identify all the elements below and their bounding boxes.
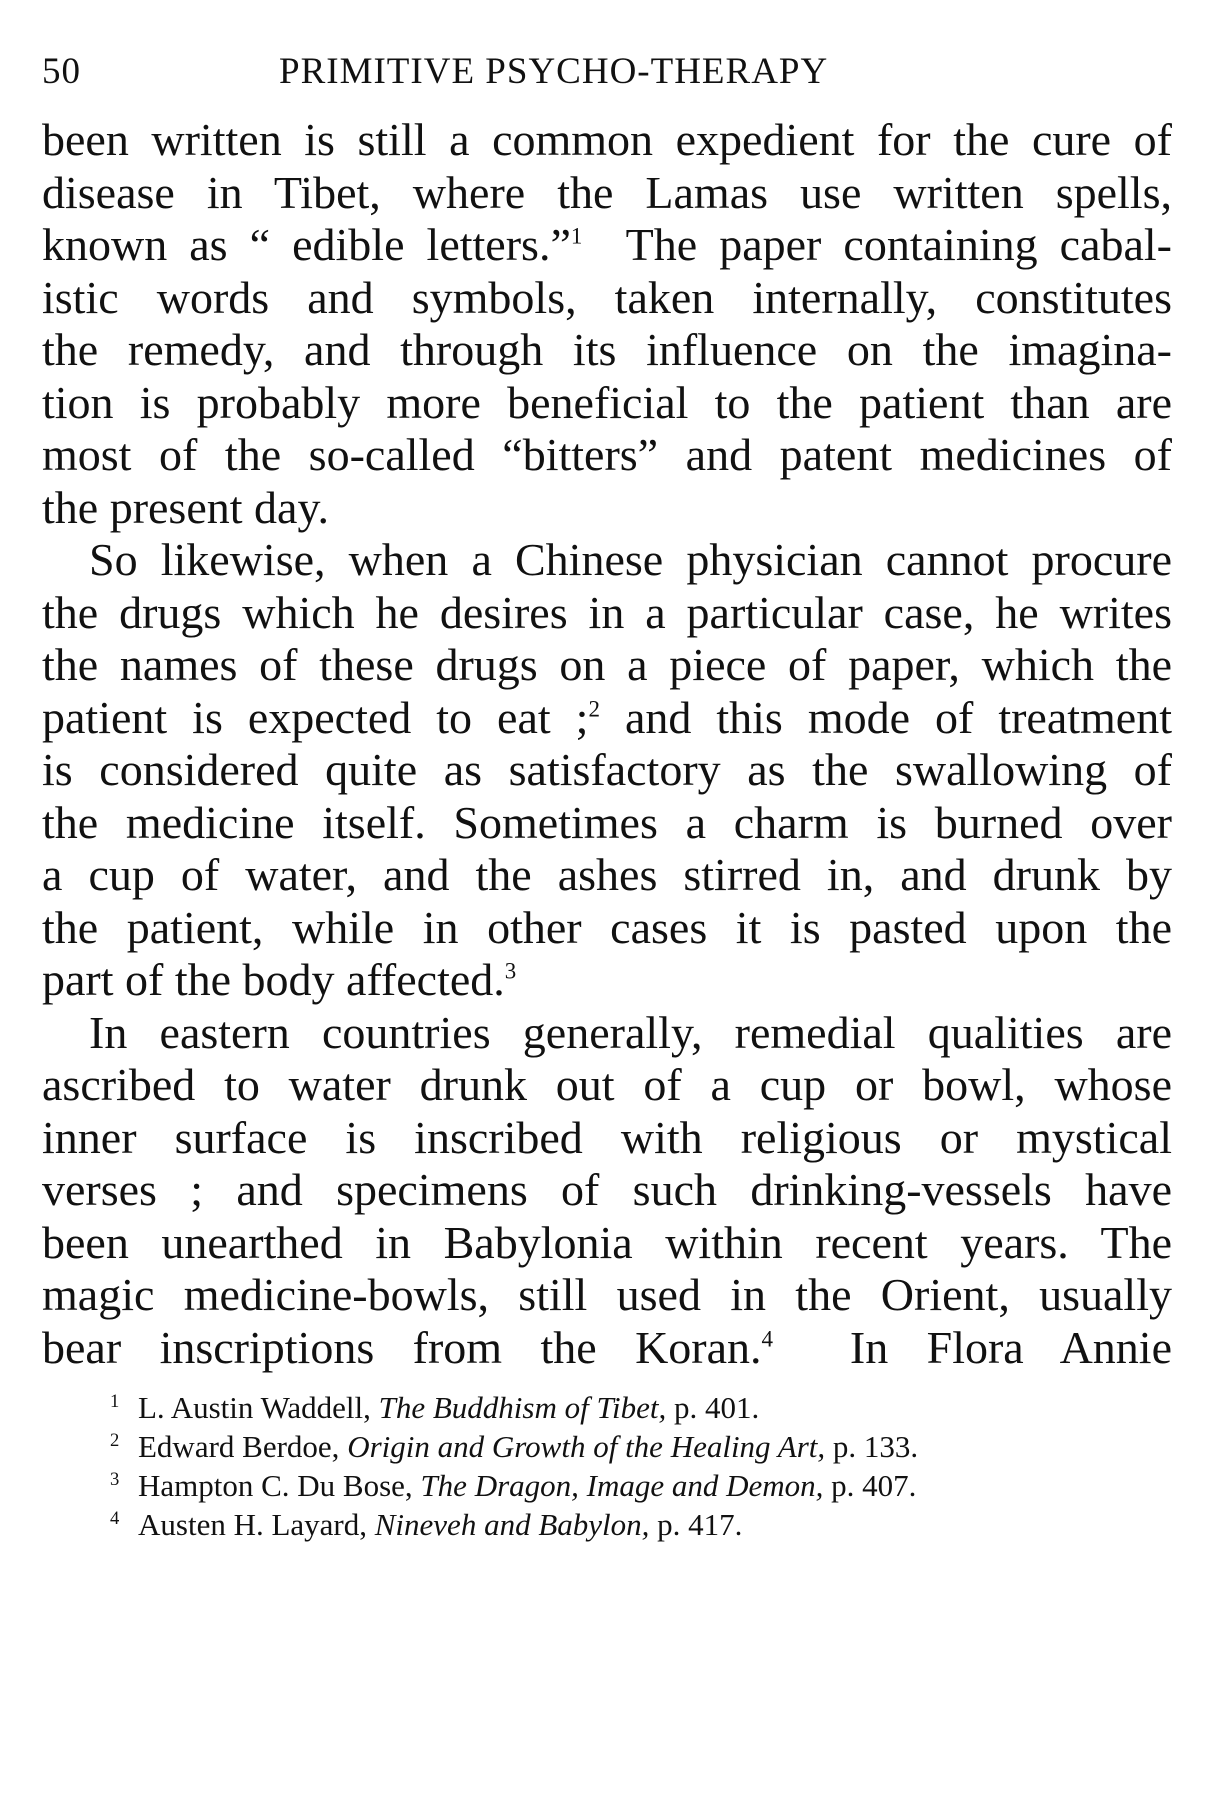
text-line: In eastern countries generally, remedial qualities are (89, 1007, 1172, 1058)
footnote-ref: 4 (761, 1326, 774, 1352)
footnote-page: p. 417. (657, 1507, 743, 1542)
footnote: 3 Hampton C. Du Bose, The Dragon, Image and Demon, p. 407. (110, 1468, 917, 1503)
text-line: the drugs which he desires in a particular case, he writes (42, 587, 1172, 638)
footnote-title: The Dragon, Image and Demon, (420, 1468, 824, 1503)
page-number: 50 (42, 51, 81, 92)
footnote-author: Hampton C. Du Bose, (138, 1468, 413, 1503)
text-line: inner surface is inscribed with religious or mystical (42, 1112, 1172, 1163)
text-line: been unearthed in Babylonia within recent years. The (42, 1217, 1172, 1268)
text-line: the medicine itself. Sometimes a charm is burned over (42, 797, 1172, 848)
text-line (42, 950, 1172, 1010)
text-segment: bear inscriptions from the Koran. (42, 1322, 762, 1373)
text-segment: and this mode of treatment (624, 692, 1173, 743)
running-title: PRIMITIVE PSYCHO-THERAPY (279, 51, 829, 92)
footnote: 2 Edward Berdoe, Origin and Growth of the Healing Art, p. 133. (110, 1429, 919, 1464)
text-line: been written is still a common expedient for the cure of (42, 114, 1172, 165)
text-segment: known as “ edible letters.” (42, 219, 571, 270)
text-line (42, 1318, 1172, 1378)
footnote-author: Edward Berdoe, (138, 1429, 340, 1464)
text-line: most of the so-called “bitters” and patent medicines of (42, 429, 1172, 480)
text-line: verses ; and specimens of such drinking-vessels have (42, 1164, 1172, 1215)
text-line: So likewise, when a Chinese physician cannot procure (89, 534, 1172, 585)
footnote-page: p. 133. (832, 1429, 919, 1464)
text-line: the remedy, and through its influence on the imagina- (42, 324, 1172, 375)
footnote: 4 Austen H. Layard, Nineveh and Babylon, p. 417. (110, 1507, 743, 1542)
text-line (42, 688, 1172, 748)
text-line: magic medicine-bowls, still used in the Orient, usually (42, 1269, 1172, 1320)
running-header (42, 50, 1172, 100)
text-line: is considered quite as satisfactory as the swallowing of (42, 744, 1172, 795)
text-line: the names of these drugs on a piece of paper, which the (42, 639, 1172, 690)
text-line: a cup of water, and the ashes stirred in, and drunk by (42, 849, 1172, 900)
footnote-title: Origin and Growth of the Healing Art, (347, 1429, 826, 1464)
footnote-title: The Buddhism of Tibet, (378, 1390, 667, 1425)
footnote-title: Nineveh and Babylon, (374, 1507, 650, 1542)
text-segment: In Flora Annie (849, 1322, 1172, 1373)
text-segment: patient is expected to eat ; (42, 692, 589, 743)
footnote-author: L. Austin Waddell, (138, 1390, 371, 1425)
text-line: istic words and symbols, taken internally, constitutes (42, 272, 1172, 323)
text-line: the present day. (42, 482, 329, 533)
text-line: the patient, while in other cases it is pasted upon the (42, 902, 1172, 953)
text-segment: The paper containing cabal- (625, 219, 1172, 270)
text-line: tion is probably more beneficial to the patient than are (42, 377, 1172, 428)
text-segment: part of the body affected. (42, 954, 505, 1005)
footnote-author: Austen H. Layard, (138, 1507, 367, 1542)
text-line: ascribed to water drunk out of a cup or bowl, whose (42, 1059, 1172, 1110)
footnote-ref: 1 (570, 223, 583, 249)
footnote-ref: 3 (504, 958, 517, 984)
text-line: disease in Tibet, where the Lamas use written spells, (42, 167, 1172, 218)
footnote-page: p. 407. (831, 1468, 917, 1503)
footnote-page: p. 401. (674, 1390, 760, 1425)
footnote: 1 L. Austin Waddell, The Buddhism of Tibet, p. 401. (110, 1390, 760, 1425)
footnote-ref: 2 (588, 696, 600, 722)
text-line (42, 215, 1172, 275)
